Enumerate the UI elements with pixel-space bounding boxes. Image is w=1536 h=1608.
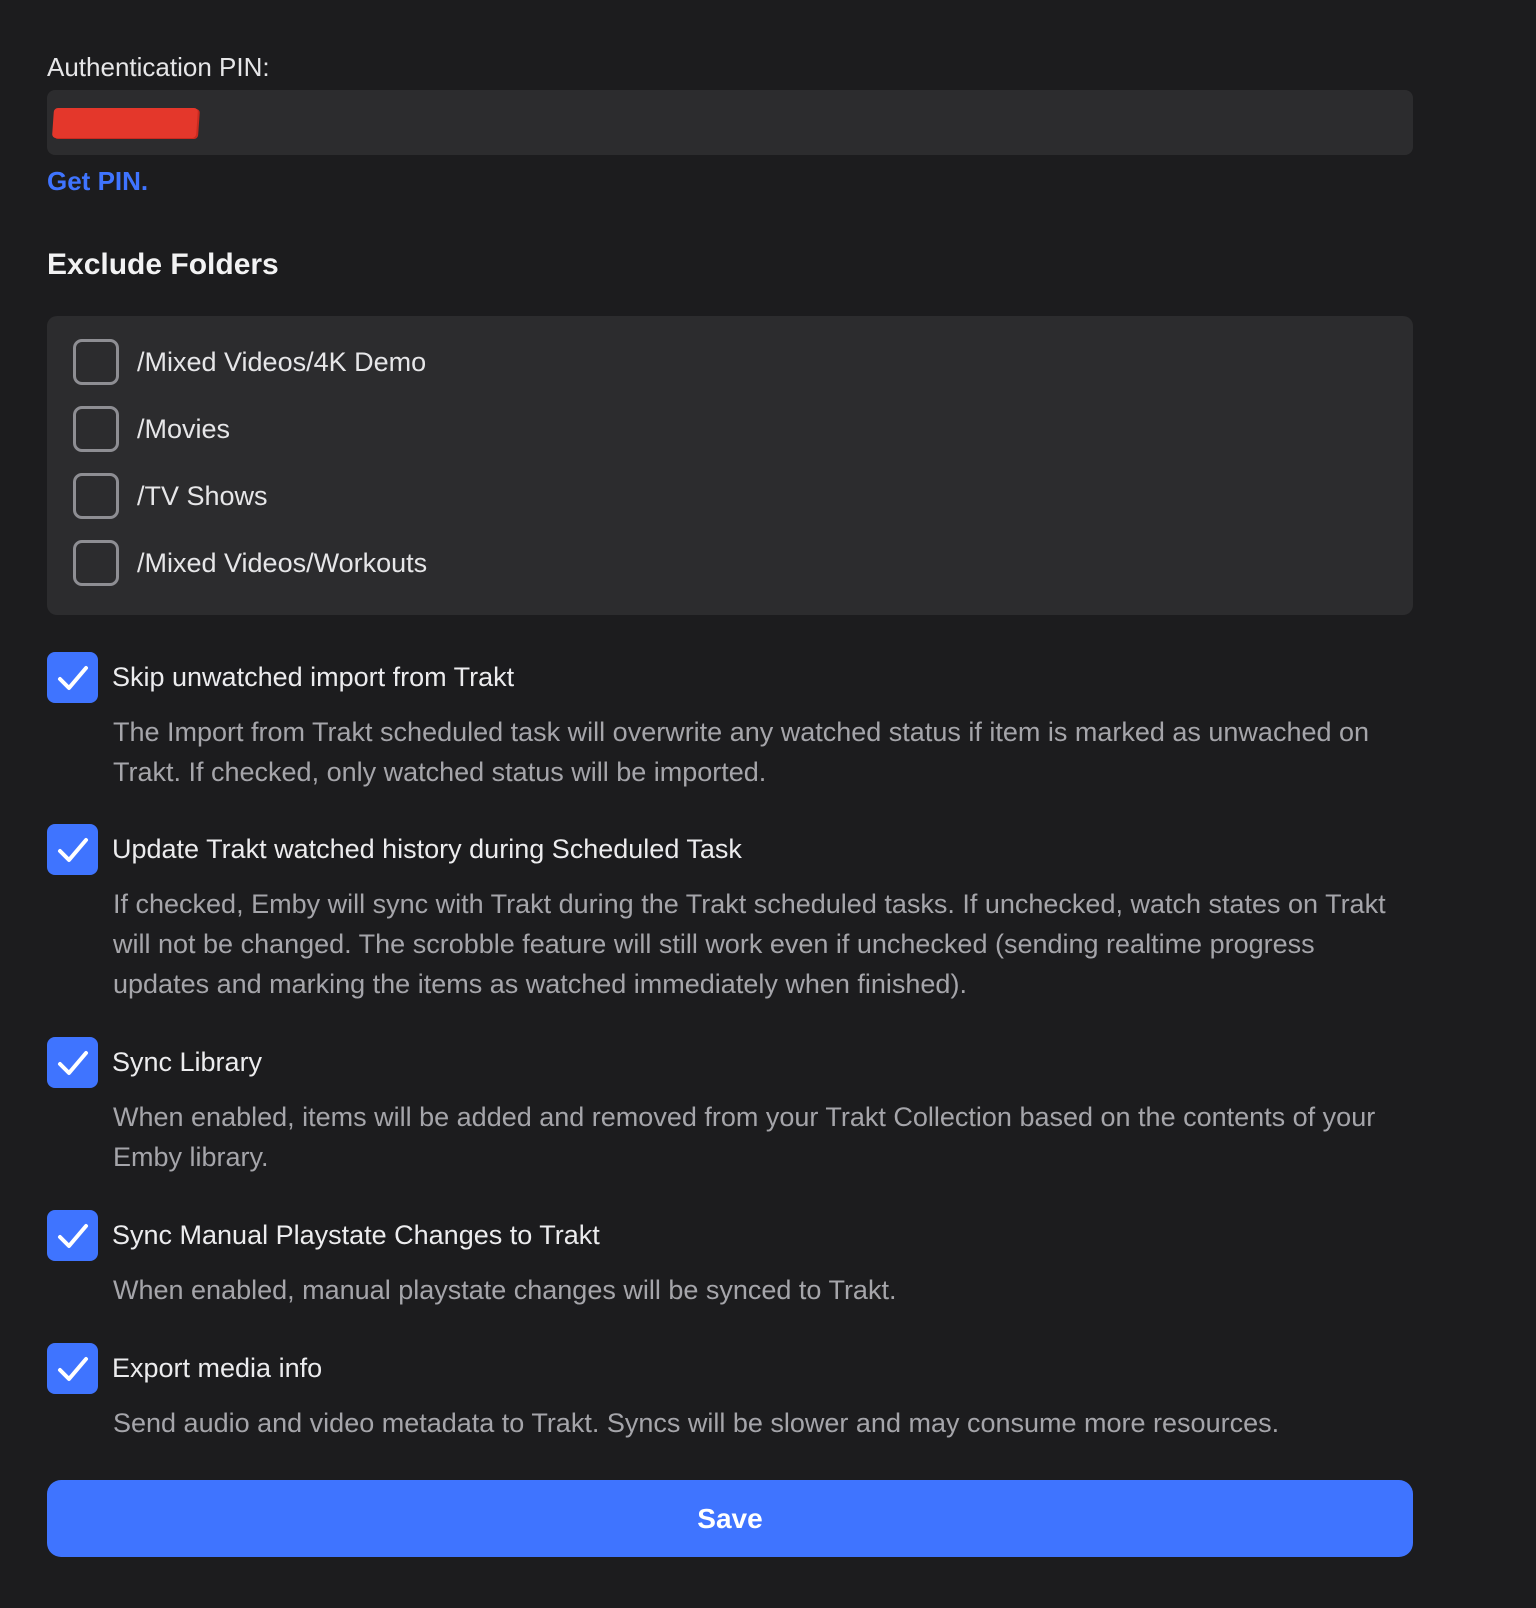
folder-item [73, 403, 230, 455]
exclude-folders-list [47, 316, 1413, 615]
folder-label: /Mixed Videos/Workouts [137, 547, 428, 578]
exclude-folders-title: Exclude Folders [47, 248, 279, 281]
folder-checkbox[interactable] [73, 339, 119, 385]
save-button[interactable]: Save [47, 1480, 1413, 1557]
option-description: The Import from Trakt scheduled task will overwrite any watched status if item is marked as unwached on Trakt. If checked, only watched status will be imported. [113, 717, 1370, 787]
checkmark-icon [56, 1047, 90, 1079]
folder-checkbox[interactable] [73, 473, 119, 519]
checkmark-icon [56, 662, 90, 694]
option-title: Update Trakt watched history during Scheduled Task [112, 834, 742, 864]
option-description: Send audio and video metadata to Trakt. Syncs will be slower and may consume more resources. [113, 1408, 1280, 1438]
folder-checkbox[interactable] [73, 540, 119, 586]
option-title: Sync Library [112, 1047, 263, 1077]
option-checkbox[interactable] [47, 1343, 98, 1394]
option-title: Export media info [112, 1353, 323, 1383]
folder-checkbox[interactable] [73, 406, 119, 452]
option-checkbox[interactable] [47, 1210, 98, 1261]
checkmark-icon [56, 1353, 90, 1385]
checkmark-icon [56, 1220, 90, 1252]
pin-label: Authentication PIN: [47, 52, 270, 82]
option-title: Skip unwatched import from Trakt [112, 662, 515, 692]
folder-label: /Movies [137, 413, 231, 444]
folder-item [73, 470, 268, 522]
folder-item [73, 537, 427, 589]
redaction-mark [52, 108, 198, 138]
checkmark-icon [56, 834, 90, 866]
get-pin-link[interactable]: Get PIN. [47, 166, 149, 196]
option-description: When enabled, items will be added and removed from your Trakt Collection based on the contents of your Emby library. [113, 1102, 1376, 1172]
folder-label: /TV Shows [137, 480, 268, 511]
option-title: Sync Manual Playstate Changes to Trakt [112, 1220, 600, 1250]
folder-item [73, 336, 426, 388]
folder-label: /Mixed Videos/4K Demo [137, 346, 427, 377]
option-description: If checked, Emby will sync with Trakt during the Trakt scheduled tasks. If unchecked, watch states on Trakt will not be changed. The scrobble feature will still work even if unchecked (sending realtime progress updates and marking the items as watched immediately when finished). [113, 889, 1386, 999]
option-checkbox[interactable] [47, 824, 98, 875]
option-checkbox[interactable] [47, 1037, 98, 1088]
option-checkbox[interactable] [47, 652, 98, 703]
option-description: When enabled, manual playstate changes will be synced to Trakt. [113, 1275, 897, 1305]
pin-input[interactable] [47, 90, 1413, 155]
